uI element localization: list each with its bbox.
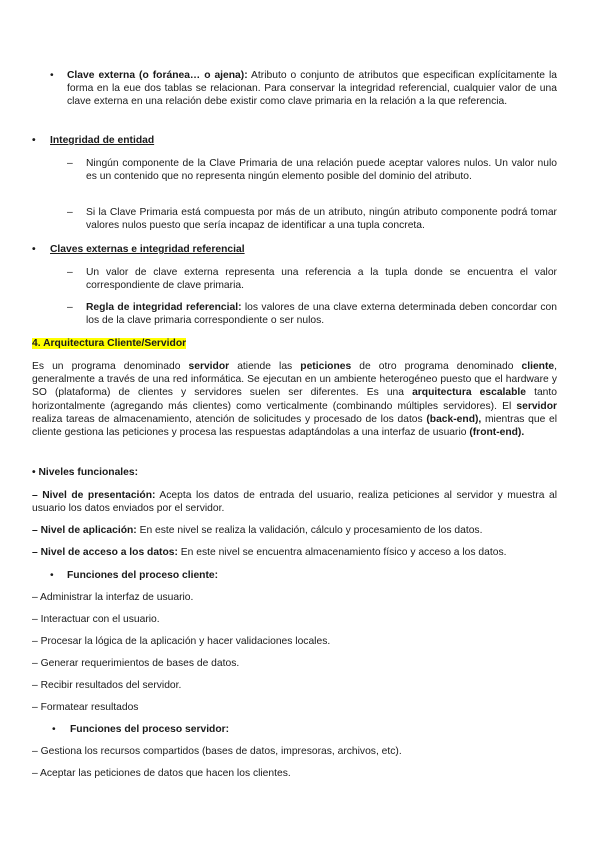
nivel-aplicacion: – Nivel de aplicación: En este nivel se realiza la validación, cálculo y procesamiento de los datos.	[32, 525, 483, 536]
section-4-heading: 4. Arquitectura Cliente/Servidor	[32, 338, 187, 349]
bullet-glyph: •	[32, 135, 36, 146]
list-item: – Administrar la interfaz de usuario.	[32, 592, 194, 603]
clave-externa-paragraph	[67, 69, 557, 109]
funciones-servidor-title: Funciones del proceso servidor:	[70, 724, 230, 735]
claves-externas-item-1: Un valor de clave externa representa una referencia a la tupla donde se encuentra el valor correspondiente de clave primaria.	[86, 267, 557, 292]
list-item: – Interactuar con el usuario.	[32, 614, 160, 625]
list-item: – Generar requerimientos de bases de datos.	[32, 658, 240, 669]
dash-glyph: –	[67, 158, 73, 169]
list-item: – Gestiona los recursos compartidos (bases de datos, impresoras, archivos, etc).	[32, 746, 402, 757]
integridad-entidad-item-1: Ningún componente de la Clave Primaria de una relación puede aceptar valores nulos. Un valor nulo es un contenido que no representa ningún elemento posible del dominio del atributo.	[86, 158, 557, 183]
bullet-glyph: •	[52, 724, 56, 735]
bullet-glyph: •	[50, 70, 54, 81]
nivel-acceso-datos: – Nivel de acceso a los datos: En este nivel se encuentra almacenamiento físico y acceso a los datos.	[32, 547, 507, 558]
claves-externas-title: Claves externas e integridad referencial	[50, 244, 245, 255]
dash-glyph: –	[67, 302, 73, 313]
list-item: – Procesar la lógica de la aplicación y hacer validaciones locales.	[32, 636, 331, 647]
funciones-cliente-title: Funciones del proceso cliente:	[67, 570, 219, 581]
clave-externa-term: Clave externa (o foránea… o ajena):	[67, 70, 248, 81]
bullet-glyph: •	[32, 244, 36, 255]
integridad-entidad-title: Integridad de entidad	[50, 135, 155, 146]
dash-glyph: –	[67, 267, 73, 278]
regla-integridad-paragraph: Regla de integridad referencial: los valores de una clave externa determinada deben concordar con los de la clave primaria correspondiente o ser nulos.	[86, 302, 557, 327]
bullet-glyph: •	[50, 570, 54, 581]
integridad-entidad-item-2: Si la Clave Primaria está compuesta por más de un atributo, ningún atributo componente podrá tomar valores nulos puesto que sería incapaz de identificar a una tupla concreta.	[86, 207, 557, 232]
list-item: – Recibir resultados del servidor.	[32, 680, 182, 691]
list-item: – Formatear resultados	[32, 702, 139, 713]
dash-glyph: –	[67, 207, 73, 218]
niveles-funcionales-title: • Niveles funcionales:	[32, 467, 139, 478]
clave-externa-text: Atributo o conjunto de atributos que especifican explícitamente la forma en la eue dos tablas se relacionan. Para conservar la integridad referencial, cualquier valor de una clave externa en una relación debe existir como clave primaria en la relación a la que referencia.	[67, 70, 557, 108]
regla-integridad-term: Regla de integridad referencial:	[86, 302, 242, 313]
nivel-presentacion: – Nivel de presentación: Acepta los datos de entrada del usuario, realiza peticiones al servidor y muestra al usuario los datos enviados por el servidor.	[32, 490, 557, 515]
arquitectura-paragraph: Es un programa denominado servidor atiende las peticiones de otro programa denominado cliente, generalmente a través de una red informática. Se ejecutan en un ambiente heterogéneo puesto que el hardware y SO (plataforma) de clientes y servidores suelen ser diferentes. Es una arquitectura escalable tanto horizontalmente (agregando más clientes) como verticalmente (combinando múltiples servidores). El servidor realiza tareas de almacenamiento, atención de solicitudes y procesado de los datos (back-end), mientras que el cliente gestiona las peticiones y procesa las respuestas adaptándolas a una interfaz de usuario (front-end).	[32, 361, 557, 439]
list-item: – Aceptar las peticiones de datos que hacen los clientes.	[32, 768, 291, 779]
